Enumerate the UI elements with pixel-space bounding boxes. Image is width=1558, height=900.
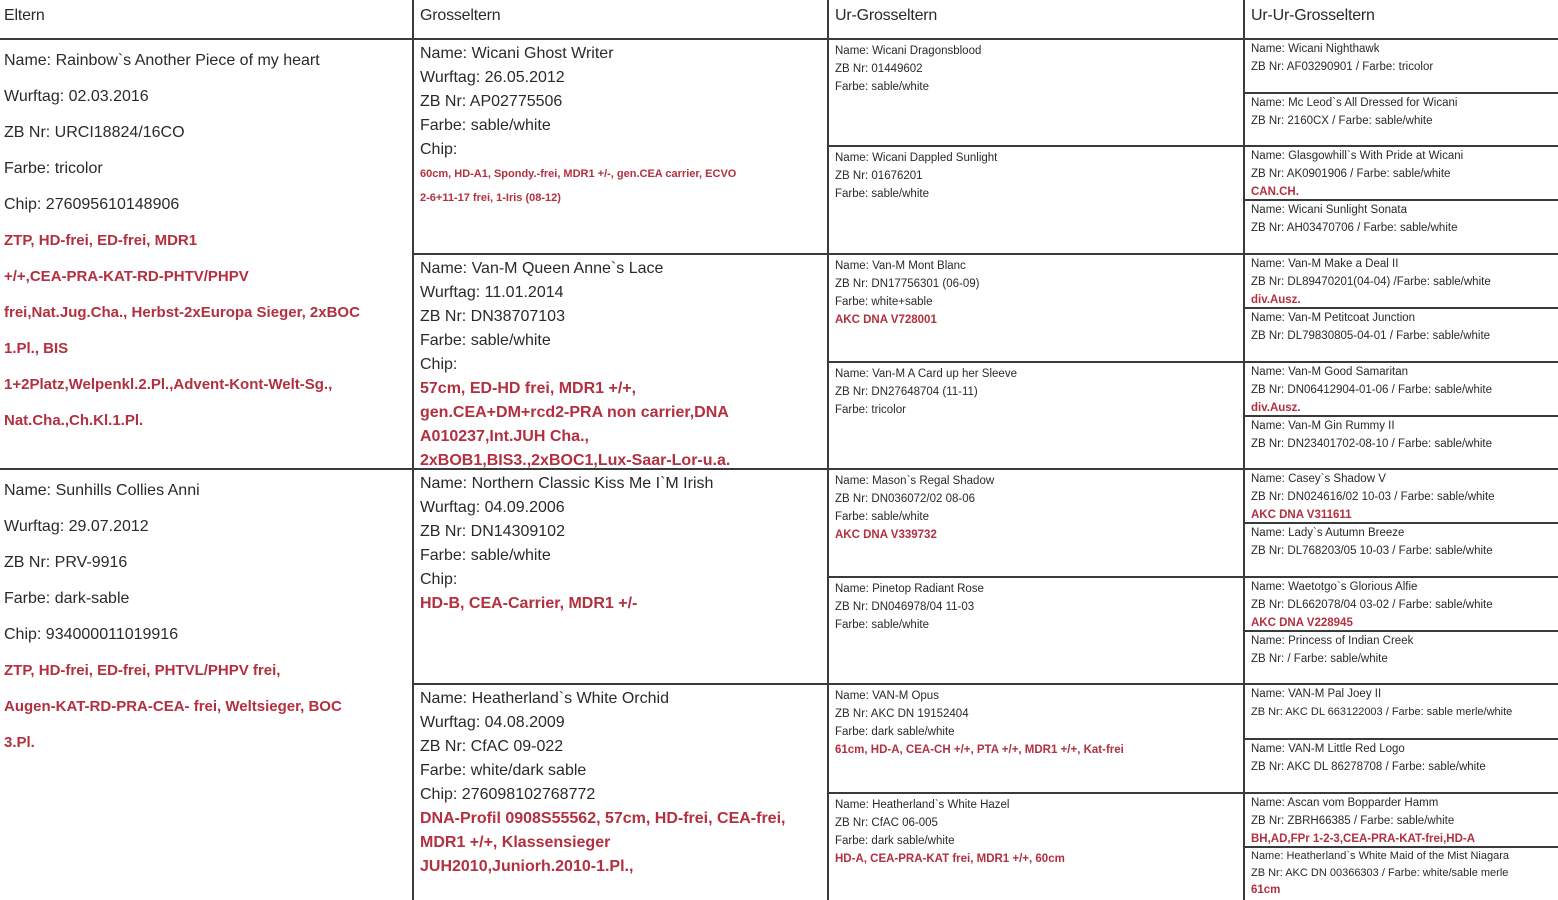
great-great-grandparent-2 bbox=[1245, 92, 1558, 145]
dog-registration: ZB Nr: CfAC 06-005 bbox=[835, 817, 938, 829]
great-great-grandparent-7 bbox=[1245, 361, 1558, 415]
dog-registration: ZB Nr: AKC DL 86278708 / Farbe: sable/white bbox=[1251, 761, 1486, 773]
dog-chip: Chip: 276098102768772 bbox=[420, 786, 596, 803]
dog-registration: ZB Nr: AK0901906 / Farbe: sable/white bbox=[1251, 168, 1451, 180]
dog-name: Name: Glasgowhill`s With Pride at Wicani bbox=[1251, 150, 1464, 162]
dog-registration: ZB Nr: DN046978/04 11-03 bbox=[835, 601, 975, 613]
dog-health-note: 2-6+11-17 frei, 1-Iris (08-12) bbox=[420, 192, 561, 204]
dog-registration: ZB Nr: ZBRH66385 / Farbe: sable/white bbox=[1251, 815, 1455, 827]
dog-name: Name: Van-M Queen Anne`s Lace bbox=[420, 260, 664, 277]
dog-name: Name: Wicani Dappled Sunlight bbox=[835, 152, 998, 164]
great-great-grandparent-16 bbox=[1245, 846, 1558, 900]
dog-name: Name: VAN-M Pal Joey II bbox=[1251, 688, 1382, 700]
dog-color: Farbe: sable/white bbox=[835, 188, 929, 200]
grandparent-1 bbox=[414, 40, 827, 253]
header-eltern: Eltern bbox=[4, 7, 45, 24]
dog-health-note: DNA-Profil 0908S55562, 57cm, HD-frei, CEA-frei, bbox=[420, 810, 786, 827]
dog-color: Farbe: sable/white bbox=[420, 332, 551, 349]
dog-health-note: HD-B, CEA-Carrier, MDR1 +/- bbox=[420, 595, 638, 612]
great-great-grandparent-13 bbox=[1245, 683, 1558, 738]
dog-name: Name: Heatherland`s White Hazel bbox=[835, 799, 1010, 811]
dog-health-note: JUH2010,Juniorh.2010-1.Pl., bbox=[420, 858, 634, 875]
dog-health-note: ZTP, HD-frei, ED-frei, MDR1 bbox=[4, 232, 198, 249]
great-grandparent-2 bbox=[829, 147, 1243, 253]
dog-registration: ZB Nr: 01449602 bbox=[835, 63, 923, 75]
grandparent-4 bbox=[414, 685, 827, 900]
dog-health-note: 1.Pl., BIS bbox=[4, 340, 69, 357]
dog-name: Name: Mason`s Regal Shadow bbox=[835, 475, 995, 487]
dog-health-note: 60cm, HD-A1, Spondy.-frei, MDR1 +/-, gen.CEA carrier, ECVO bbox=[420, 168, 737, 180]
dog-name: Name: Heatherland`s White Maid of the Mist Niagara bbox=[1251, 850, 1509, 862]
great-grandparent-5 bbox=[829, 470, 1243, 576]
great-grandparent-6 bbox=[829, 578, 1243, 683]
dog-registration: ZB Nr: DN06412904-01-06 / Farbe: sable/white bbox=[1251, 384, 1492, 396]
dog-registration: ZB Nr: DN14309102 bbox=[420, 523, 565, 540]
dog-health-note: AKC DNA V228945 bbox=[1251, 617, 1353, 629]
great-great-grandparent-12 bbox=[1245, 630, 1558, 683]
dog-registration: ZB Nr: AKC DN 19152404 bbox=[835, 708, 969, 720]
dog-name: Name: Waetotgo`s Glorious Alfie bbox=[1251, 581, 1418, 593]
dog-name: Name: Van-M A Card up her Sleeve bbox=[835, 368, 1017, 380]
dog-birthdate: Wurftag: 26.05.2012 bbox=[420, 69, 565, 86]
dog-registration: ZB Nr: AKC DL 663122003 / Farbe: sable merle/white bbox=[1251, 706, 1513, 718]
dog-health-note: 57cm, ED-HD frei, MDR1 +/+, bbox=[420, 380, 637, 397]
great-great-grandparent-9 bbox=[1245, 468, 1558, 522]
great-great-grandparent-5 bbox=[1245, 253, 1558, 307]
great-great-grandparent-8 bbox=[1245, 415, 1558, 468]
dog-name: Name: Princess of Indian Creek bbox=[1251, 635, 1414, 647]
great-grandparent-1 bbox=[829, 40, 1243, 145]
dog-health-note: 2xBOB1,BIS3.,2xBOC1,Lux-Saar-Lor-u.a. bbox=[420, 452, 731, 468]
dog-birthdate: Wurftag: 11.01.2014 bbox=[420, 284, 564, 301]
dog-name: Name: Wicani Nighthawk bbox=[1251, 43, 1380, 55]
great-great-grandparent-3 bbox=[1245, 145, 1558, 199]
dog-color: Farbe: dark sable/white bbox=[835, 835, 955, 847]
dog-registration: ZB Nr: DL768203/05 10-03 / Farbe: sable/white bbox=[1251, 545, 1493, 557]
dog-color: Farbe: tricolor bbox=[835, 404, 906, 416]
dog-color: Farbe: sable/white bbox=[835, 511, 929, 523]
great-grandparent-8 bbox=[829, 794, 1243, 900]
dog-name: Name: Van-M Make a Deal II bbox=[1251, 258, 1399, 270]
dog-health-note: div.Ausz. bbox=[1251, 294, 1301, 306]
dog-health-note: AKC DNA V728001 bbox=[835, 314, 937, 326]
great-great-grandparent-10 bbox=[1245, 522, 1558, 576]
dog-color: Farbe: sable/white bbox=[835, 619, 929, 631]
great-great-grandparent-11 bbox=[1245, 576, 1558, 630]
header-ur-grosseltern: Ur-Grosseltern bbox=[835, 7, 938, 24]
dog-registration: ZB Nr: DL89470201(04-04) /Farbe: sable/white bbox=[1251, 276, 1491, 288]
dog-registration: ZB Nr: 01676201 bbox=[835, 170, 923, 182]
dog-health-note: A010237,Int.JUH Cha., bbox=[420, 428, 589, 445]
great-great-grandparent-14 bbox=[1245, 738, 1558, 792]
dog-name: Name: Northern Classic Kiss Me I`M Irish bbox=[420, 475, 714, 492]
dog-registration: ZB Nr: PRV-9916 bbox=[4, 554, 128, 571]
dog-registration: ZB Nr: CfAC 09-022 bbox=[420, 738, 564, 755]
dog-color: Farbe: sable/white bbox=[420, 547, 551, 564]
dog-registration: ZB Nr: DN17756301 (06-09) bbox=[835, 278, 980, 290]
dog-name: Name: Van-M Petitcoat Junction bbox=[1251, 312, 1416, 324]
dog-birthdate: Wurftag: 02.03.2016 bbox=[4, 88, 149, 105]
great-great-grandparent-1 bbox=[1245, 38, 1558, 92]
dog-health-note: 1+2Platz,Welpenkl.2.Pl.,Advent-Kont-Welt-Sg., bbox=[4, 376, 333, 393]
dog-chip: Chip: bbox=[420, 571, 458, 588]
dog-birthdate: Wurftag: 04.08.2009 bbox=[420, 714, 565, 731]
dog-health-note: MDR1 +/+, Klassensieger bbox=[420, 834, 611, 851]
dog-name: Name: Lady`s Autumn Breeze bbox=[1251, 527, 1405, 539]
dog-registration: ZB Nr: AF03290901 / Farbe: tricolor bbox=[1251, 61, 1434, 73]
dog-birthdate: Wurftag: 29.07.2012 bbox=[4, 518, 149, 535]
dog-health-note: 61cm bbox=[1251, 884, 1281, 896]
dog-health-note: Augen-KAT-RD-PRA-CEA- frei, Weltsieger, BOC bbox=[4, 698, 342, 715]
dog-registration: ZB Nr: DN036072/02 08-06 bbox=[835, 493, 975, 505]
dog-name: Name: Van-M Mont Blanc bbox=[835, 260, 966, 272]
dog-health-note: +/+,CEA-PRA-KAT-RD-PHTV/PHPV bbox=[4, 268, 249, 285]
parent-sire bbox=[0, 40, 412, 468]
dog-registration: ZB Nr: DN024616/02 10-03 / Farbe: sable/white bbox=[1251, 491, 1495, 503]
dog-name: Name: Van-M Good Samaritan bbox=[1251, 366, 1409, 378]
parent-dam bbox=[0, 470, 412, 900]
dog-name: Name: Pinetop Radiant Rose bbox=[835, 583, 984, 595]
dog-birthdate: Wurftag: 04.09.2006 bbox=[420, 499, 565, 516]
dog-registration: ZB Nr: DN23401702-08-10 / Farbe: sable/white bbox=[1251, 438, 1492, 450]
dog-health-note: AKC DNA V339732 bbox=[835, 529, 937, 541]
dog-chip: Chip: bbox=[420, 356, 458, 373]
dog-registration: ZB Nr: DL79830805-04-01 / Farbe: sable/white bbox=[1251, 330, 1491, 342]
dog-health-note: 61cm, HD-A, CEA-CH +/+, PTA +/+, MDR1 +/+, Kat-frei bbox=[835, 744, 1124, 756]
dog-name: Name: Wicani Dragonsblood bbox=[835, 45, 982, 57]
dog-health-note: 3.Pl. bbox=[4, 734, 35, 751]
dog-health-note: BH,AD,FPr 1-2-3,CEA-PRA-KAT-frei,HD-A bbox=[1251, 833, 1476, 845]
dog-name: Name: Wicani Ghost Writer bbox=[420, 45, 614, 62]
dog-registration: ZB Nr: 2160CX / Farbe: sable/white bbox=[1251, 115, 1433, 127]
dog-health-note: AKC DNA V311611 bbox=[1251, 509, 1352, 521]
dog-registration: ZB Nr: DN38707103 bbox=[420, 308, 565, 325]
dog-color: Farbe: dark-sable bbox=[4, 590, 130, 607]
dog-registration: ZB Nr: DN27648704 (11-11) bbox=[835, 386, 978, 398]
dog-name: Name: Heatherland`s White Orchid bbox=[420, 690, 669, 707]
dog-health-note: HD-A, CEA-PRA-KAT frei, MDR1 +/+, 60cm bbox=[835, 853, 1065, 865]
dog-health-note: gen.CEA+DM+rcd2-PRA non carrier,DNA bbox=[420, 404, 729, 421]
dog-chip: Chip: 934000011019916 bbox=[4, 626, 179, 643]
dog-chip: Chip: bbox=[420, 141, 458, 158]
header-grosseltern: Grosseltern bbox=[420, 7, 501, 24]
dog-color: Farbe: sable/white bbox=[835, 81, 929, 93]
dog-name: Name: Wicani Sunlight Sonata bbox=[1251, 204, 1407, 216]
header-ur-ur-grosseltern: Ur-Ur-Grosseltern bbox=[1251, 7, 1375, 24]
dog-registration: ZB Nr: DL662078/04 03-02 / Farbe: sable/white bbox=[1251, 599, 1493, 611]
dog-name: Name: VAN-M Little Red Logo bbox=[1251, 743, 1405, 755]
dog-name: Name: Casey`s Shadow V bbox=[1251, 473, 1386, 485]
dog-health-note: CAN.CH. bbox=[1251, 186, 1299, 198]
dog-color: Farbe: dark sable/white bbox=[835, 726, 955, 738]
great-great-grandparent-4 bbox=[1245, 199, 1558, 253]
great-great-grandparent-6 bbox=[1245, 307, 1558, 361]
dog-health-note: ZTP, HD-frei, ED-frei, PHTVL/PHPV frei, bbox=[4, 662, 281, 679]
dog-chip: Chip: 276095610148906 bbox=[4, 196, 180, 213]
dog-name: Name: Rainbow`s Another Piece of my heart bbox=[4, 52, 320, 69]
grandparent-3 bbox=[414, 470, 827, 683]
dog-color: Farbe: tricolor bbox=[4, 160, 103, 177]
dog-name: Name: VAN-M Opus bbox=[835, 690, 939, 702]
dog-health-note: div.Ausz. bbox=[1251, 402, 1301, 414]
dog-name: Name: Ascan vom Bopparder Hamm bbox=[1251, 797, 1439, 809]
great-great-grandparent-15 bbox=[1245, 792, 1558, 846]
dog-health-note: frei,Nat.Jug.Cha., Herbst-2xEuropa Sieger, 2xBOC bbox=[4, 304, 360, 321]
dog-name: Name: Van-M Gin Rummy II bbox=[1251, 420, 1395, 432]
dog-health-note: Nat.Cha.,Ch.Kl.1.Pl. bbox=[4, 412, 144, 429]
dog-color: Farbe: white+sable bbox=[835, 296, 933, 308]
dog-registration: ZB Nr: AP02775506 bbox=[420, 93, 563, 110]
grandparent-2 bbox=[414, 255, 827, 468]
dog-registration: ZB Nr: AH03470706 / Farbe: sable/white bbox=[1251, 222, 1458, 234]
dog-registration: ZB Nr: / Farbe: sable/white bbox=[1251, 653, 1388, 665]
great-grandparent-4 bbox=[829, 363, 1243, 468]
dog-name: Name: Mc Leod`s All Dressed for Wicani bbox=[1251, 97, 1458, 109]
dog-color: Farbe: sable/white bbox=[420, 117, 551, 134]
great-grandparent-7 bbox=[829, 685, 1243, 792]
dog-name: Name: Sunhills Collies Anni bbox=[4, 482, 200, 499]
great-grandparent-3 bbox=[829, 255, 1243, 361]
dog-color: Farbe: white/dark sable bbox=[420, 762, 587, 779]
dog-registration: ZB Nr: AKC DN 00366303 / Farbe: white/sable merle bbox=[1251, 867, 1509, 879]
dog-registration: ZB Nr: URCI18824/16CO bbox=[4, 124, 185, 141]
